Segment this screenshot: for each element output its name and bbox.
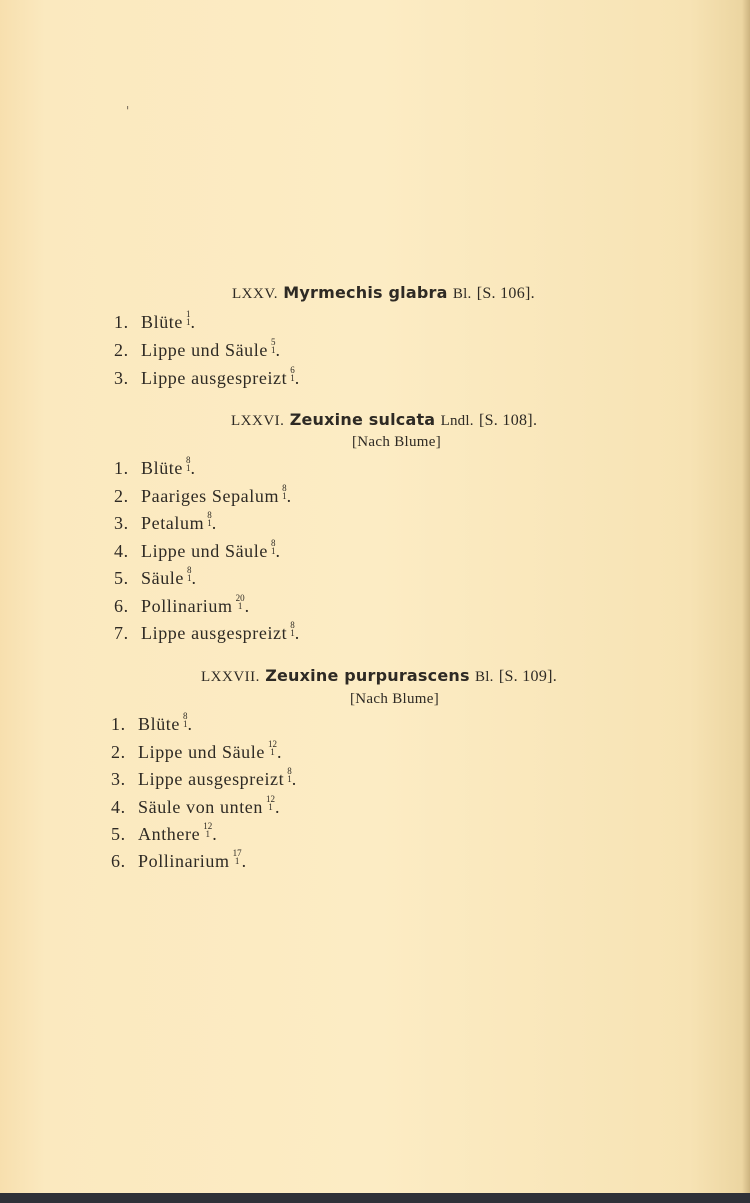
plate-heading [201,666,557,686]
magnification: 17 1 [232,848,242,866]
figure-item: 5. Säule 8 1 . [114,565,197,589]
page-reference: [S. 108]. [478,412,538,429]
magnification: 8 1 [207,510,212,528]
source-note: [Nach Blume] [350,691,439,707]
magnification: 8 1 [287,766,292,784]
item-number: 2. [114,340,129,361]
item-number: 3. [114,368,129,389]
item-number: 5. [111,824,126,845]
item-text: Petalum [141,513,205,534]
scan-bottom-edge [0,1193,750,1203]
plate-heading [231,410,537,430]
source-note: [Nach Blume] [352,434,441,450]
species-name: Zeuxine sulcata [289,410,436,429]
magnification: 12 1 [203,821,213,839]
plate-number: LXXVI. [231,413,285,429]
item-number: 5. [114,568,129,589]
item-number: 1. [111,714,126,735]
magnification: 8 1 [187,565,192,583]
figure-item: 5. Anthere 12 1 . [111,821,218,845]
figure-item: 3. Lippe ausgespreizt 8 1 . [111,766,297,790]
item-text: Lippe ausgespreizt [138,769,285,790]
magnification: 1 1 [186,309,191,327]
figure-item: 2. Lippe und Säule 12 1 . [111,739,283,763]
item-number: 2. [111,742,126,763]
species-author: Lndl. [440,413,474,429]
figure-item: 6. Pollinarium 17 1 . [111,848,247,872]
species-name: Myrmechis glabra [283,283,448,302]
figure-item: 4. Säule von unten 12 1 . [111,794,281,818]
plate-heading [232,283,535,303]
item-number: 3. [111,769,126,790]
item-number: 1. [114,458,129,479]
figure-item: 7. Lippe ausgespreizt 8 1 . [114,620,300,644]
item-text: Blüte [141,458,183,479]
item-text: Lippe ausgespreizt [141,623,288,644]
item-number: 4. [114,541,129,562]
item-text: Säule von unten [138,797,263,818]
species-name: Zeuxine purpurascens [265,666,470,685]
figure-item: 6. Pollinarium 20 1 . [114,593,250,617]
species-author: Bl. [475,669,494,685]
item-text: Pollinarium [138,851,230,872]
item-text: Lippe und Säule [141,340,268,361]
magnification: 8 1 [186,455,191,473]
figure-item: 4. Lippe und Säule 8 1 . [114,538,281,562]
figure-item: 1. Blüte 8 1 . [114,455,196,479]
magnification: 8 1 [183,711,188,729]
magnification: 8 1 [282,483,287,501]
plate-number: LXXVII. [201,669,260,685]
item-number: 1. [114,312,129,333]
item-number: 4. [111,797,126,818]
magnification: 12 1 [267,739,277,757]
ink-speck: ' [126,104,130,118]
item-number: 6. [114,596,129,617]
item-text: Lippe ausgespreizt [141,368,288,389]
item-number: 6. [111,851,126,872]
magnification: 6 1 [290,365,295,383]
figure-item: 3. Petalum 8 1 . [114,510,217,534]
page-reference: [S. 106]. [476,285,535,302]
plate-number: LXXV. [232,286,278,302]
item-text: Lippe und Säule [138,742,265,763]
magnification: 20 1 [235,593,245,611]
item-text: Anthere [138,824,201,845]
figure-item: 3. Lippe ausgespreizt 6 1 . [114,365,300,389]
species-author: Bl. [452,286,472,302]
item-text: Blüte [138,714,180,735]
item-number: 3. [114,513,129,534]
item-text: Säule [141,568,184,589]
item-text: Paariges Sepalum [141,486,280,507]
page-reference: [S. 109]. [498,668,558,685]
figure-item: 1. Blüte 1 1 . [114,309,196,333]
magnification: 5 1 [270,337,276,355]
item-text: Lippe und Säule [141,541,268,562]
item-text: Pollinarium [141,596,233,617]
page-edge-shadow [742,0,750,1203]
figure-item: 1. Blüte 8 1 . [111,711,193,735]
figure-item: 2. Paariges Sepalum 8 1 . [114,483,292,507]
magnification: 8 1 [290,620,295,638]
item-text: Blüte [141,312,183,333]
figure-item: 2. Lippe und Säule 5 1 . [114,337,281,361]
magnification: 12 1 [265,794,275,812]
item-number: 2. [114,486,129,507]
item-number: 7. [114,623,129,644]
magnification: 8 1 [270,538,276,556]
